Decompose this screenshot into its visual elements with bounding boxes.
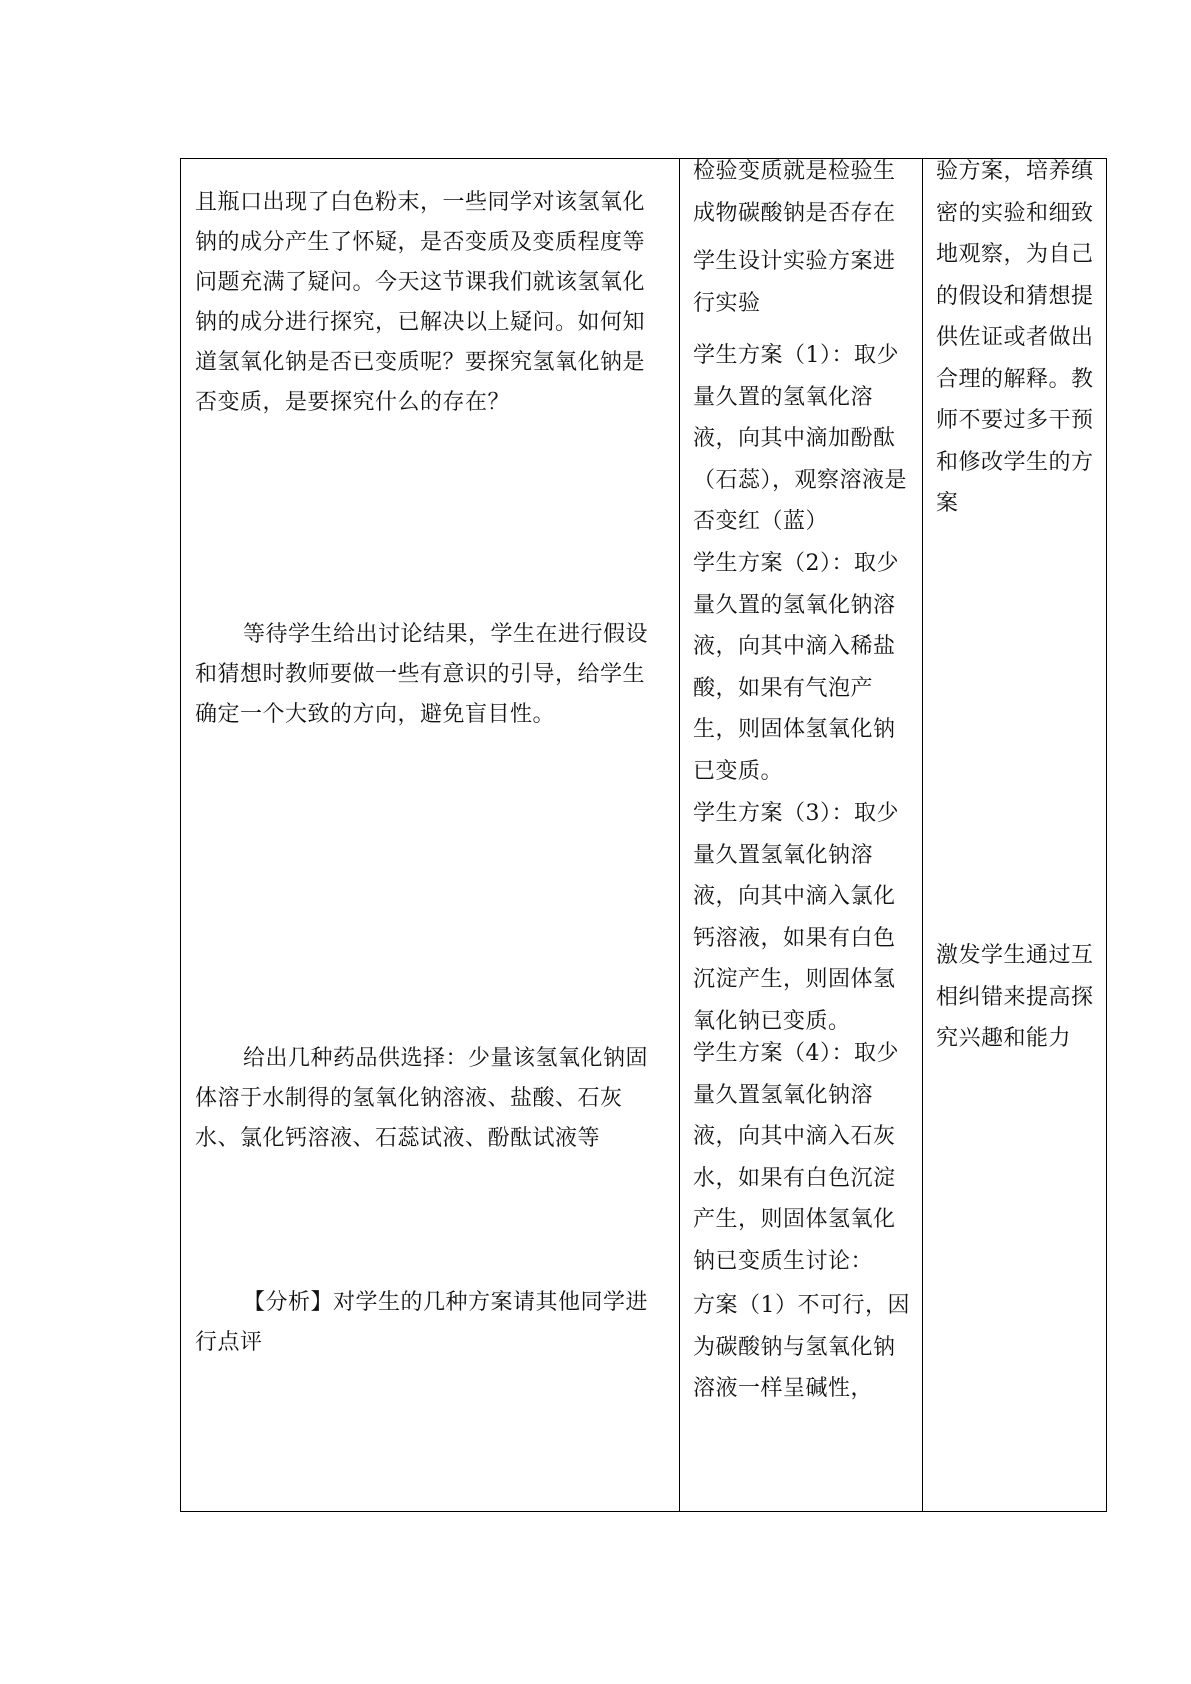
teacher-text-reagents: 给出几种药品供选择：少量该氢氧化钠固体溶于水制得的氢氧化钠溶液、盐酸、石灰水、氯化钙溶液、石蕊试液、酚酞试液等 <box>195 1046 649 1151</box>
intent-text-2: 激发学生通过互相纠错来提高探究兴趣和能力 <box>936 943 1094 1051</box>
student-plan-1: 学生方案（1）：取少量久置的氢氧化溶液，向其中滴加酚酞（石蕊），观察溶液是否变红（蓝） <box>693 343 908 534</box>
student-discussion: 方案（1）不可行，因为碳酸钠与氢氧化钠溶液一样呈碱性， <box>693 1293 910 1401</box>
student-text-check: 检验变质就是检验生成物碳酸钠是否存在 <box>693 159 896 226</box>
column-divider <box>679 159 680 1511</box>
teacher-text-intro: 且瓶口出现了白色粉末，一些同学对该氢氧化钠的成分产生了怀疑，是否变质及变质程度等问题充满了疑问。今天这节课我们就该氢氧化钠的成分进行探究，已解决以上疑问。如何知道氢氧化钠是否已变质呢？要探究氢氧化钠是否变质，是要探究什么的存在？ <box>195 190 646 415</box>
student-text-design: 学生设计实验方案进行实验 <box>693 249 896 316</box>
student-plan-2: 学生方案（2）：取少量久置的氢氧化钠溶液，向其中滴入稀盐酸，如果有气泡产生，则固体氢氧化钠已变质。 <box>693 551 899 784</box>
column-divider <box>922 159 923 1511</box>
lesson-table <box>180 158 1107 1512</box>
teacher-text-guidance: 等待学生给出讨论结果，学生在进行假设和猜想时教师要做一些有意识的引导，给学生确定一个大致的方向，避免盲目性。 <box>195 622 649 727</box>
teacher-text-analysis: 【分析】对学生的几种方案请其他同学进行点评 <box>195 1290 649 1355</box>
intent-text-1: 验方案，培养缜密的实验和细致地观察，为自己的假设和猜想提供佐证或者做出合理的解释。教师不要过多干预和修改学生的方案 <box>936 159 1094 516</box>
student-plan-4: 学生方案（4）：取少量久置氢氧化钠溶液，向其中滴入石灰水，如果有白色沉淀产生，则固体氢氧化钠已变质生讨论： <box>693 1041 899 1274</box>
student-plan-3: 学生方案（3）：取少量久置氢氧化钠溶液，向其中滴入氯化钙溶液，如果有白色沉淀产生，则固体氢氧化钠已变质。 <box>693 801 899 1034</box>
